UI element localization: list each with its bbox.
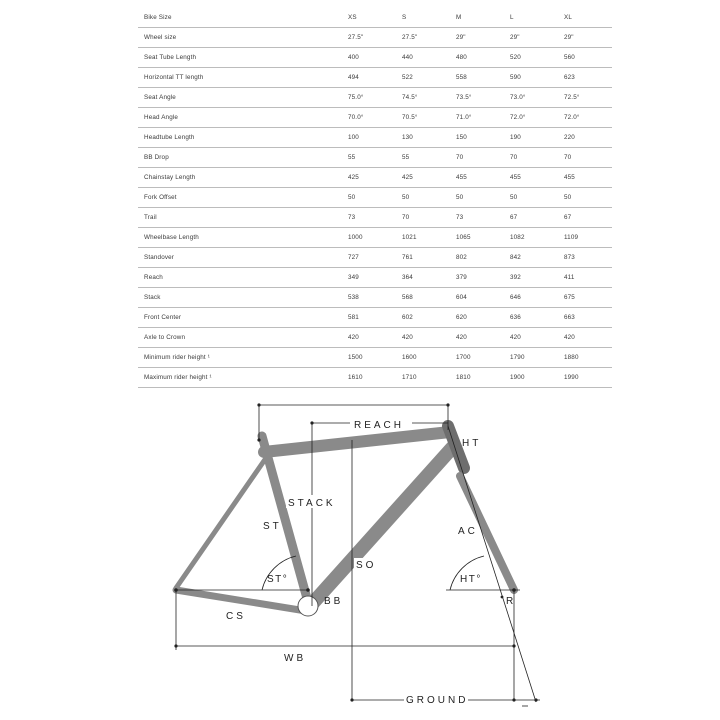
table-cell: 27.5" — [396, 28, 450, 48]
point — [512, 698, 515, 701]
table-cell: 50 — [504, 188, 558, 208]
table-cell: 67 — [504, 208, 558, 228]
table-cell: 455 — [450, 168, 504, 188]
frame-geometry-diagram — [0, 390, 720, 720]
st-label: ST — [263, 521, 282, 532]
table-cell: 72.0° — [504, 108, 558, 128]
row-label: Horizontal TT length — [138, 68, 342, 88]
table-cell: 1990 — [558, 368, 612, 388]
table-cell: 75.0° — [342, 88, 396, 108]
table-cell: 1610 — [342, 368, 396, 388]
table-cell: 420 — [396, 328, 450, 348]
column-header-size: Bike Size — [138, 8, 342, 28]
chain-stay — [176, 590, 306, 611]
row-label: Axle to Crown — [138, 328, 342, 348]
row-label: Wheelbase Length — [138, 228, 342, 248]
table-cell: 420 — [558, 328, 612, 348]
row-label: Trail — [138, 208, 342, 228]
point — [350, 698, 353, 701]
geometry-table-body — [138, 8, 612, 388]
row-label: Standover — [138, 248, 342, 268]
table-cell: 29" — [450, 28, 504, 48]
table-cell: 1790 — [504, 348, 558, 368]
table-cell: 1600 — [396, 348, 450, 368]
table-cell: 72.5° — [558, 88, 612, 108]
row-label: Stack — [138, 288, 342, 308]
table-cell: 349 — [342, 268, 396, 288]
table-cell: 420 — [450, 328, 504, 348]
table-cell: 480 — [450, 48, 504, 68]
point — [257, 438, 260, 441]
row-label: Front Center — [138, 308, 342, 328]
table-cell: 420 — [342, 328, 396, 348]
table-cell: 727 — [342, 248, 396, 268]
steering-axis — [448, 426, 536, 702]
ac-label: AC — [458, 526, 478, 537]
stack-label: STACK — [288, 498, 336, 509]
table-row — [138, 308, 612, 328]
down-tube — [312, 448, 452, 604]
table-cell: 50 — [342, 188, 396, 208]
column-header: L — [504, 8, 558, 28]
table-cell: 392 — [504, 268, 558, 288]
table-row — [138, 268, 612, 288]
table-cell: 100 — [342, 128, 396, 148]
table-cell: 130 — [396, 128, 450, 148]
table-cell: 50 — [558, 188, 612, 208]
table-cell: 1082 — [504, 228, 558, 248]
point — [446, 403, 449, 406]
table-cell: 602 — [396, 308, 450, 328]
table-cell: 520 — [504, 48, 558, 68]
point — [534, 698, 537, 701]
table-cell: 379 — [450, 268, 504, 288]
table-row — [138, 128, 612, 148]
table-cell: 590 — [504, 68, 558, 88]
table-cell: 72.0° — [558, 108, 612, 128]
bike-frame — [176, 426, 514, 616]
table-cell: 581 — [342, 308, 396, 328]
table-cell: 663 — [558, 308, 612, 328]
table-cell: 1900 — [504, 368, 558, 388]
geometry-table — [138, 8, 612, 388]
table-cell: 70.5° — [396, 108, 450, 128]
row-label: Maximum rider height ¹ — [138, 368, 342, 388]
st-angle-label: ST° — [267, 574, 289, 585]
bb-label: BB — [324, 596, 344, 607]
table-cell: 1810 — [450, 368, 504, 388]
table-row — [138, 168, 612, 188]
table-cell: 455 — [504, 168, 558, 188]
table-cell: 1880 — [558, 348, 612, 368]
row-label: Seat Tube Length — [138, 48, 342, 68]
column-header: XS — [342, 8, 396, 28]
table-cell: 560 — [558, 48, 612, 68]
point — [512, 644, 515, 647]
table-cell: 425 — [396, 168, 450, 188]
table-cell: 73.0° — [504, 88, 558, 108]
point — [174, 644, 177, 647]
table-row — [138, 328, 612, 348]
point — [501, 596, 504, 599]
table-cell: 70 — [504, 148, 558, 168]
ht-angle-label: HT° — [460, 574, 482, 585]
table-row — [138, 368, 612, 388]
table-cell: 675 — [558, 288, 612, 308]
row-label: Headtube Length — [138, 128, 342, 148]
table-row — [138, 108, 612, 128]
row-label: Fork Offset — [138, 188, 342, 208]
column-header: XL — [558, 8, 612, 28]
table-cell: 70 — [450, 148, 504, 168]
table-row — [138, 28, 612, 48]
table-cell: 70 — [396, 208, 450, 228]
table-header-row — [138, 8, 612, 28]
reach-label: REACH — [354, 420, 405, 431]
ground-label: GROUND — [406, 695, 469, 706]
point — [257, 403, 260, 406]
table-cell: 646 — [504, 288, 558, 308]
table-cell: 568 — [396, 288, 450, 308]
ht-label: HT — [462, 438, 482, 449]
table-row — [138, 288, 612, 308]
table-cell: 761 — [396, 248, 450, 268]
table-cell: 27.5" — [342, 28, 396, 48]
table-cell: 802 — [450, 248, 504, 268]
table-cell: 604 — [450, 288, 504, 308]
table-cell: 411 — [558, 268, 612, 288]
table-cell: 538 — [342, 288, 396, 308]
table-cell: 1700 — [450, 348, 504, 368]
table-cell: 420 — [504, 328, 558, 348]
table-cell: 842 — [504, 248, 558, 268]
table-cell: 29" — [558, 28, 612, 48]
table-cell: 74.5° — [396, 88, 450, 108]
table-cell: 29" — [504, 28, 558, 48]
point — [512, 588, 516, 592]
row-label: Chainstay Length — [138, 168, 342, 188]
r-label: R — [506, 596, 515, 607]
table-row — [138, 188, 612, 208]
table-cell: 190 — [504, 128, 558, 148]
row-label: Wheel size — [138, 28, 342, 48]
table-cell: 1000 — [342, 228, 396, 248]
table-cell: 558 — [450, 68, 504, 88]
table-row — [138, 208, 612, 228]
table-cell: 1021 — [396, 228, 450, 248]
cs-label: CS — [226, 611, 246, 622]
table-cell: 425 — [342, 168, 396, 188]
table-cell: 67 — [558, 208, 612, 228]
table-row — [138, 348, 612, 368]
so-label: SO — [356, 560, 377, 571]
bottom-bracket — [298, 596, 318, 616]
table-cell: 50 — [396, 188, 450, 208]
table-cell: 55 — [396, 148, 450, 168]
table-cell: 55 — [342, 148, 396, 168]
table-cell: 220 — [558, 128, 612, 148]
table-cell: 522 — [396, 68, 450, 88]
table-cell: 400 — [342, 48, 396, 68]
table-row — [138, 148, 612, 168]
row-label: Head Angle — [138, 108, 342, 128]
point — [306, 588, 310, 592]
table-row — [138, 248, 612, 268]
row-label: Reach — [138, 268, 342, 288]
table-cell: 150 — [450, 128, 504, 148]
row-label: BB Drop — [138, 148, 342, 168]
table-cell: 440 — [396, 48, 450, 68]
table-row — [138, 88, 612, 108]
seat-stay — [176, 458, 266, 588]
table-cell: 73.5° — [450, 88, 504, 108]
table-cell: 70.0° — [342, 108, 396, 128]
column-header: M — [450, 8, 504, 28]
table-cell: 494 — [342, 68, 396, 88]
table-cell: 73 — [342, 208, 396, 228]
table-cell: 1109 — [558, 228, 612, 248]
column-header: S — [396, 8, 450, 28]
table-cell: 1065 — [450, 228, 504, 248]
table-cell: 50 — [450, 188, 504, 208]
table-cell: 620 — [450, 308, 504, 328]
table-row — [138, 228, 612, 248]
table-row — [138, 48, 612, 68]
row-label: Minimum rider height ¹ — [138, 348, 342, 368]
table-cell: 71.0° — [450, 108, 504, 128]
table-cell: 1500 — [342, 348, 396, 368]
point — [310, 421, 313, 424]
table-row — [138, 68, 612, 88]
table-cell: 636 — [504, 308, 558, 328]
table-cell: 455 — [558, 168, 612, 188]
table-cell: 364 — [396, 268, 450, 288]
wb-label: WB — [284, 653, 307, 664]
point — [174, 588, 178, 592]
row-label: Seat Angle — [138, 88, 342, 108]
top-tube — [264, 432, 450, 452]
table-cell: 70 — [558, 148, 612, 168]
table-cell: 73 — [450, 208, 504, 228]
table-cell: 1710 — [396, 368, 450, 388]
table-cell: 873 — [558, 248, 612, 268]
table-cell: 623 — [558, 68, 612, 88]
